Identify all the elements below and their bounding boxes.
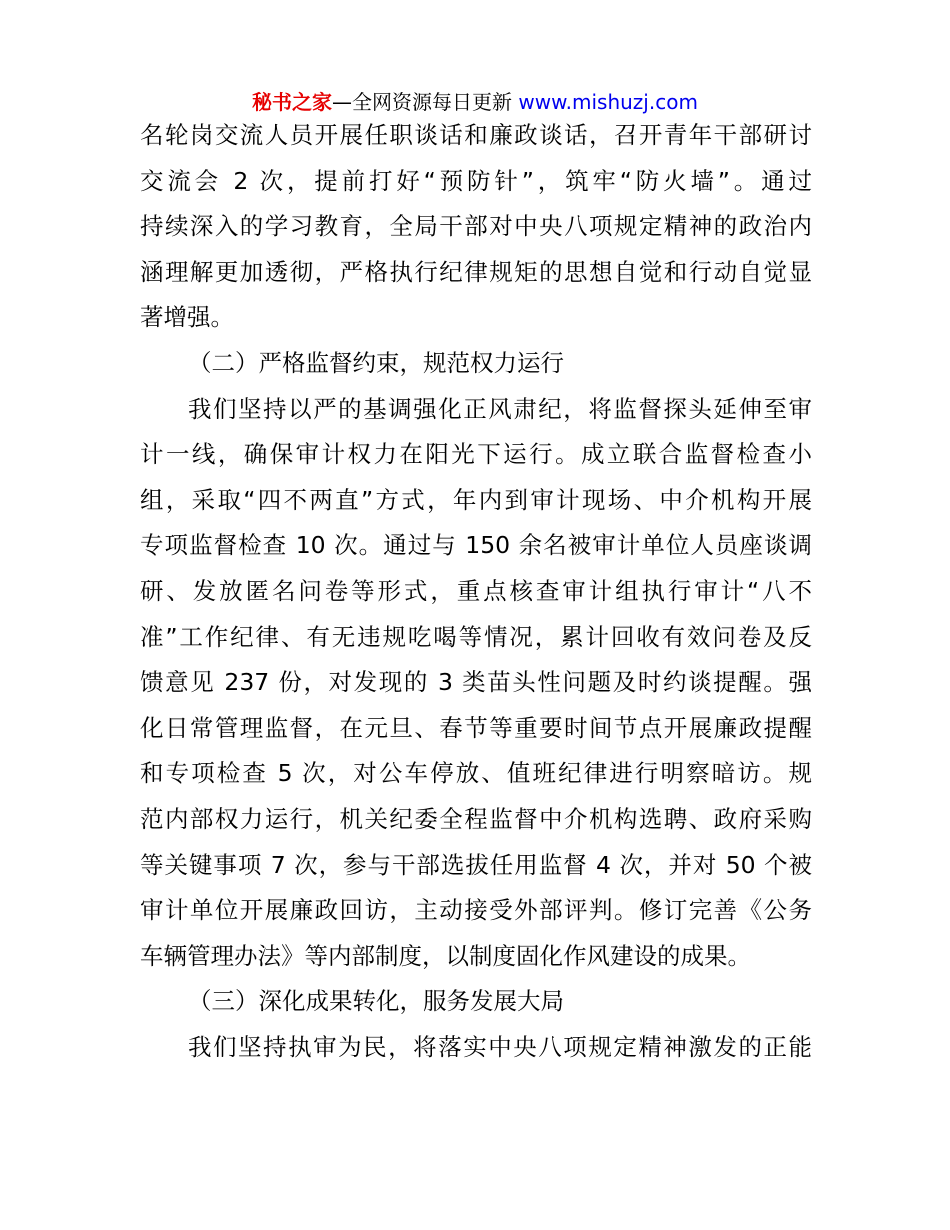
- paragraph-line: 名轮岗交流人员开展任职谈话和廉政谈话，召开青年干部研讨: [140, 121, 812, 149]
- paragraph-line: 专项监督检查 10 次。通过与 150 余名被审计单位人员座谈调: [140, 531, 812, 560]
- paragraph-line: 交流会 2 次，提前打好“预防针”，筑牢“防火墙”。通过: [140, 166, 812, 195]
- paragraph-line: 等关键事项 7 次，参与干部选拔任用监督 4 次，并对 50 个被: [140, 850, 812, 879]
- site-slogan: —全网资源每日更新: [332, 90, 519, 114]
- paragraph-line: 和专项检查 5 次，对公车停放、值班纪律进行明察暗访。规: [140, 759, 812, 788]
- section-heading: （三）深化成果转化，服务发展大局: [188, 987, 564, 1016]
- site-url-link[interactable]: www.mishuzj.com: [518, 90, 698, 114]
- paragraph-line: 持续深入的学习教育，全局干部对中央八项规定精神的政治内: [140, 212, 812, 241]
- paragraph-line: 准”工作纪律、有无违规吃喝等情况，累计回收有效问卷及反: [140, 622, 812, 651]
- paragraph-line: 馈意见 237 份，对发现的 3 类苗头性问题及时约谈提醒。强: [140, 668, 812, 697]
- document-body: [140, 113, 812, 1070]
- paragraph-line: 研、发放匿名问卷等形式，重点核查审计组执行审计“八不: [140, 576, 812, 605]
- site-brand: 秘书之家: [252, 90, 333, 114]
- paragraph-line: 组，采取“四不两直”方式，年内到审计现场、中介机构开展: [140, 485, 812, 514]
- paragraph-line: 著增强。: [140, 303, 234, 332]
- paragraph-line: 车辆管理办法》等内部制度，以制度固化作风建设的成果。: [140, 941, 751, 970]
- paragraph-line: 我们坚持执审为民，将落实中央八项规定精神激发的正能: [188, 1032, 812, 1061]
- paragraph-line: 化日常管理监督，在元旦、春节等重要时间节点开展廉政提醒: [140, 713, 812, 742]
- paragraph-line: 涵理解更加透彻，严格执行纪律规矩的思想自觉和行动自觉显: [140, 257, 812, 286]
- paragraph-line: 范内部权力运行，机关纪委全程监督中介机构选聘、政府采购: [140, 804, 812, 833]
- section-heading: （二）严格监督约束，规范权力运行: [188, 348, 564, 377]
- paragraph-line: 计一线，确保审计权力在阳光下运行。成立联合监督检查小: [140, 440, 812, 469]
- paragraph-line: 我们坚持以严的基调强化正风肃纪，将监督探头延伸至审: [188, 394, 812, 423]
- paragraph-line: 审计单位开展廉政回访，主动接受外部评判。修订完善《公务: [140, 896, 812, 925]
